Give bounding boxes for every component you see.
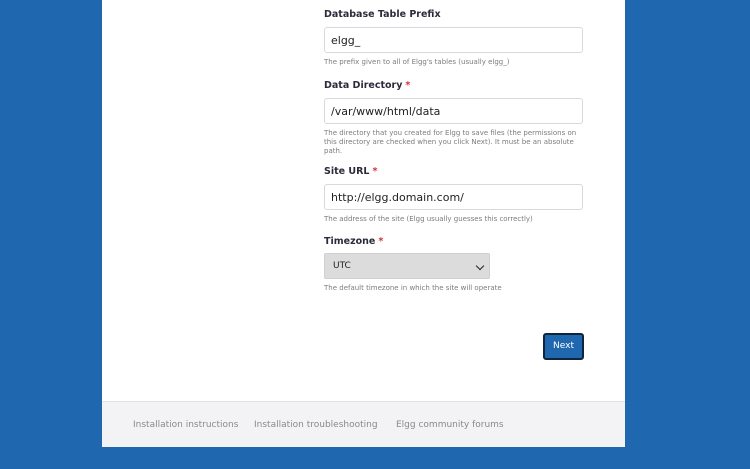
data-directory-input[interactable] [324, 98, 583, 124]
data-directory-label: Data Directory * [324, 80, 411, 91]
site-url-label: Site URL * [324, 166, 378, 177]
timezone-field [324, 236, 584, 293]
site-url-input[interactable] [324, 184, 583, 210]
timezone-label: Timezone * [324, 236, 384, 247]
data-directory-field [324, 80, 584, 156]
next-button[interactable]: Next [543, 333, 584, 360]
data-directory-help: The directory that you created for Elgg to save files (the permissions on this directory are checked when you click Next). It must be an absolute path. [324, 129, 577, 155]
installer-page [102, 0, 625, 447]
db-prefix-label: Database Table Prefix [324, 9, 441, 20]
required-marker: * [372, 166, 378, 177]
db-prefix-field [324, 9, 584, 67]
db-prefix-input[interactable] [324, 27, 583, 53]
timezone-selected-value: UTC [333, 261, 351, 271]
timezone-help: The default timezone in which the site will operate [324, 284, 502, 292]
site-url-help: The address of the site (Elgg usually guesses this correctly) [324, 215, 533, 223]
footer-link-installation-instructions[interactable]: Installation instructions [133, 420, 239, 430]
required-marker: * [378, 236, 384, 247]
required-marker: * [405, 80, 411, 91]
chevron-down-icon [476, 262, 484, 270]
timezone-select[interactable] [324, 253, 490, 279]
footer [102, 401, 625, 447]
footer-link-community-forums[interactable]: Elgg community forums [396, 420, 504, 430]
site-url-field [324, 166, 584, 224]
db-prefix-help: The prefix given to all of Elgg's tables (usually elgg_) [324, 58, 510, 66]
footer-link-installation-troubleshooting[interactable]: Installation troubleshooting [254, 420, 378, 430]
